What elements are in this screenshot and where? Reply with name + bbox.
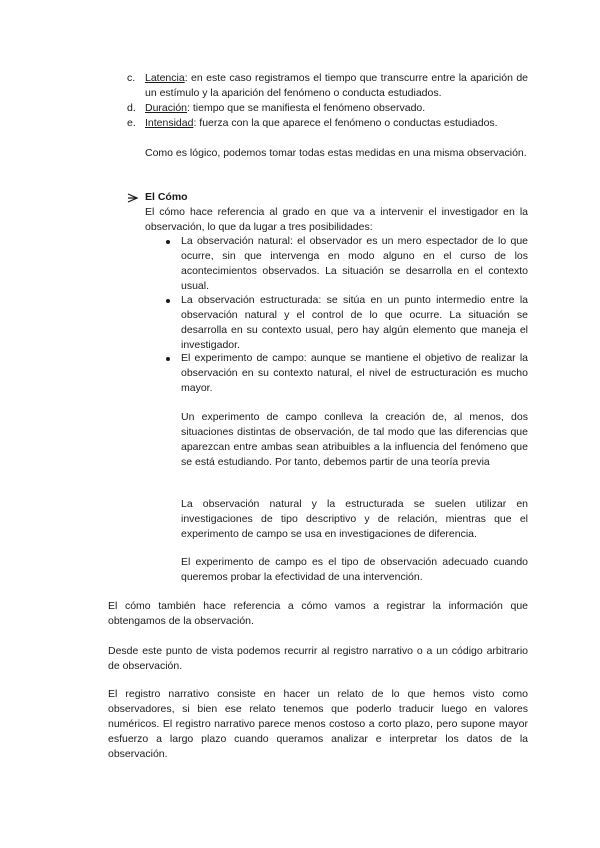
section-heading: El Cómo (145, 191, 188, 203)
section-intro: El cómo hace referencia al grado en que va a intervenir el investigador en la observación, lo que da lugar a tres posibilidades: (145, 206, 528, 233)
list-item-term: Intensidad (145, 117, 194, 129)
list-item-text: : fuerza con la que aparece el fenómeno o conductas estudiados. (193, 117, 498, 129)
bullet-dot (166, 240, 170, 244)
list-item-intensidad (145, 116, 528, 131)
list-marker: d. (127, 102, 136, 114)
bullet-dot (166, 299, 170, 303)
list-item-term: Latencia (145, 72, 185, 84)
bullet-item-estructurada: La observación estructurada: se sitúa en un punto intermedio entre la observación natural y el control de lo que ocurre. La situación se desarrolla en su contexto usual, pero hay algún elemento que maneja el investigador. (181, 294, 528, 351)
body-paragraph: Desde este punto de vista podemos recurrir al registro narrativo o a un código arbitrario de observación. (108, 645, 528, 672)
list-item-text: : en este caso registramos el tiempo que transcurre entre la aparición de un estímulo y la aparición del fenómeno o conducta estudiados. (145, 72, 528, 99)
body-paragraph: El registro narrativo consiste en hacer un relato de lo que hemos visto como observadores, si bien ese relato tenemos que poderlo traducir luego en valores numéricos. El registro narrativo parece menos costoso a corto plazo, pero supone mayor esfuerzo a largo plazo cuando queramos analizar e interpretar los datos de la observación. (108, 688, 528, 760)
list-marker: e. (127, 117, 136, 129)
sub-paragraph: Un experimento de campo conlleva la creación de, al menos, dos situaciones distintas de observación, de tal modo que las diferencias que aparezcan entre ambas sean atribuibles a la influencia del fenómeno que se está estudiando. Por tanto, debemos partir de una teoría previa (181, 411, 528, 468)
list-item-duracion (145, 101, 528, 116)
body-paragraph: El cómo también hace referencia a cómo vamos a registrar la información que obtengamos de la observación. (108, 600, 528, 627)
note-paragraph: Como es lógico, podemos tomar todas estas medidas en una misma observación. (145, 147, 527, 159)
sub-paragraph: La observación natural y la estructurada se suelen utilizar en investigaciones de tipo descriptivo y de relación, mientras que el experimento de campo se usa en investigaciones de diferencia. (181, 498, 528, 540)
bullet-item-experimento: El experimento de campo: aunque se mantiene el objetivo de realizar la observación en su contexto natural, el nivel de estructuración es mucho mayor. (181, 352, 528, 394)
bullet-item-natural: La observación natural: el observador es un mero espectador de lo que ocurre, sin que intervenga en modo alguno en el curso de los acontecimientos observados. La situación se desarrolla en el contexto usual. (181, 235, 528, 292)
arrow-bullet-icon (127, 193, 138, 203)
list-item-latencia (145, 71, 528, 101)
list-marker: c. (127, 72, 136, 84)
list-item-text: : tiempo que se manifiesta el fenómeno observado. (187, 102, 426, 114)
list-item-term: Duración (145, 102, 188, 114)
bullet-dot (166, 357, 170, 361)
sub-paragraph: El experimento de campo es el tipo de observación adecuado cuando queremos probar la efectividad de una intervención. (181, 556, 528, 583)
